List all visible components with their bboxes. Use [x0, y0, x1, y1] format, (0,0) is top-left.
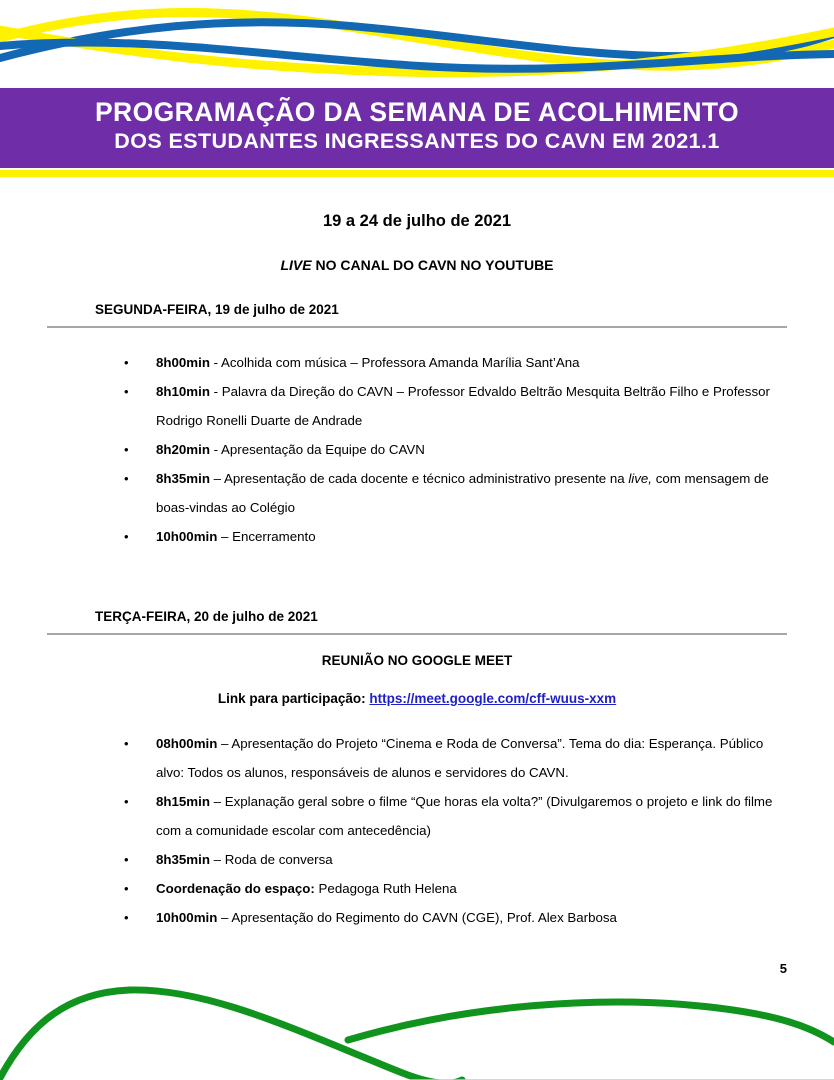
- bullet-icon: [124, 903, 156, 932]
- agenda-item-text: - Apresentação da Equipe do CAVN: [209, 441, 425, 457]
- agenda-item-text: - Palavra da Direção do CAVN – Professor Edvaldo Beltrão Mesquita Beltrão Filho e Professor Rodrigo Ronelli Duarte de Andrade: [156, 383, 770, 428]
- top-wave-decoration: [0, 0, 834, 88]
- agenda-item-time: 8h00min: [156, 354, 210, 370]
- agenda-item-text: – Apresentação do Projeto “Cinema e Roda de Conversa”. Tema do dia: Esperança. Público alvo: Todos os alunos, responsáveis de alunos e servidores do CAVN.: [156, 736, 764, 781]
- green-wave-left: [0, 990, 462, 1080]
- agenda-item-text: Pedagoga Ruth Helena: [314, 881, 457, 897]
- day-divider-monday: [47, 326, 787, 328]
- meet-link-line: [0, 691, 834, 707]
- banner-title-line-2: DOS ESTUDANTES INGRESSANTES DO CAVN EM 2021.1: [114, 129, 720, 154]
- agenda-list-monday: [0, 348, 834, 551]
- agenda-item-time: 8h35min: [156, 852, 210, 868]
- bullet-icon: [124, 522, 156, 551]
- day-heading-monday: SEGUNDA-FEIRA, 19 de julho de 2021: [95, 301, 339, 317]
- agenda-item-time: 8h10min: [156, 383, 210, 399]
- bullet-icon: [124, 787, 156, 816]
- agenda-item: [124, 787, 786, 845]
- bullet-icon: [124, 729, 156, 758]
- agenda-item: [124, 435, 786, 464]
- bullet-icon: [124, 435, 156, 464]
- agenda-item-text-before: – Apresentação de cada docente e técnico administrativo presente na: [209, 470, 629, 486]
- green-wave-right: [348, 1002, 834, 1042]
- agenda-item: [124, 874, 786, 903]
- live-channel-text: NO CANAL DO CAVN NO YOUTUBE: [311, 256, 554, 273]
- document-content: [0, 177, 834, 932]
- agenda-item-text: – Roda de conversa: [209, 852, 333, 868]
- live-keyword: LIVE: [280, 256, 312, 273]
- banner-yellow-bar: [0, 170, 834, 177]
- bullet-icon: [124, 348, 156, 377]
- agenda-item: [124, 377, 786, 435]
- title-banner: [0, 88, 834, 168]
- agenda-item-time: 08h00min: [156, 736, 218, 752]
- agenda-item-time: 8h35min: [156, 470, 210, 486]
- day-divider-tuesday: [47, 633, 787, 635]
- event-date-range: 19 a 24 de julho de 2021: [322, 212, 511, 230]
- agenda-item-text: – Encerramento: [217, 528, 316, 544]
- agenda-item: [124, 348, 786, 377]
- agenda-list-tuesday: [0, 729, 834, 932]
- agenda-item-text: – Apresentação do Regimento do CAVN (CGE), Prof. Alex Barbosa: [217, 910, 617, 926]
- bullet-icon: [124, 874, 156, 903]
- agenda-item: [124, 845, 786, 874]
- agenda-item-text: – Explanação geral sobre o filme “Que horas ela volta?” (Divulgaremos o projeto e link do filme com a comunidade escolar com antecedência): [156, 794, 773, 839]
- meet-link-label: Link para participação:: [217, 691, 370, 707]
- bottom-wave-decoration: [0, 980, 834, 1080]
- page-number: 5: [779, 961, 787, 976]
- agenda-item-text-after: com mensagem de boas-vindas ao Colégio: [156, 470, 769, 515]
- meet-section-title: REUNIÃO NO GOOGLE MEET: [321, 652, 513, 668]
- banner-title-line-1: PROGRAMAÇÃO DA SEMANA DE ACOLHIMENTO: [94, 97, 740, 127]
- agenda-item-emphasis: live,: [628, 470, 652, 486]
- bullet-icon: [124, 464, 156, 493]
- bullet-icon: [124, 377, 156, 406]
- agenda-item-time: 10h00min: [156, 910, 218, 926]
- agenda-item-time: 8h20min: [156, 441, 210, 457]
- agenda-item: [124, 903, 786, 932]
- agenda-item: [124, 522, 786, 551]
- agenda-item-text: - Acolhida com música – Professora Amanda Marília Sant’Ana: [209, 354, 580, 370]
- agenda-item: [124, 729, 786, 787]
- agenda-item-time: 8h15min: [156, 794, 210, 810]
- agenda-item-time: 10h00min: [156, 528, 218, 544]
- bullet-icon: [124, 845, 156, 874]
- day-heading-tuesday: TERÇA-FEIRA, 20 de julho de 2021: [95, 608, 318, 624]
- agenda-item: [124, 464, 786, 522]
- live-channel-line: [0, 257, 834, 274]
- meet-link[interactable]: https://meet.google.com/cff-wuus-xxm: [369, 691, 617, 707]
- agenda-item-time: Coordenação do espaço:: [156, 881, 315, 897]
